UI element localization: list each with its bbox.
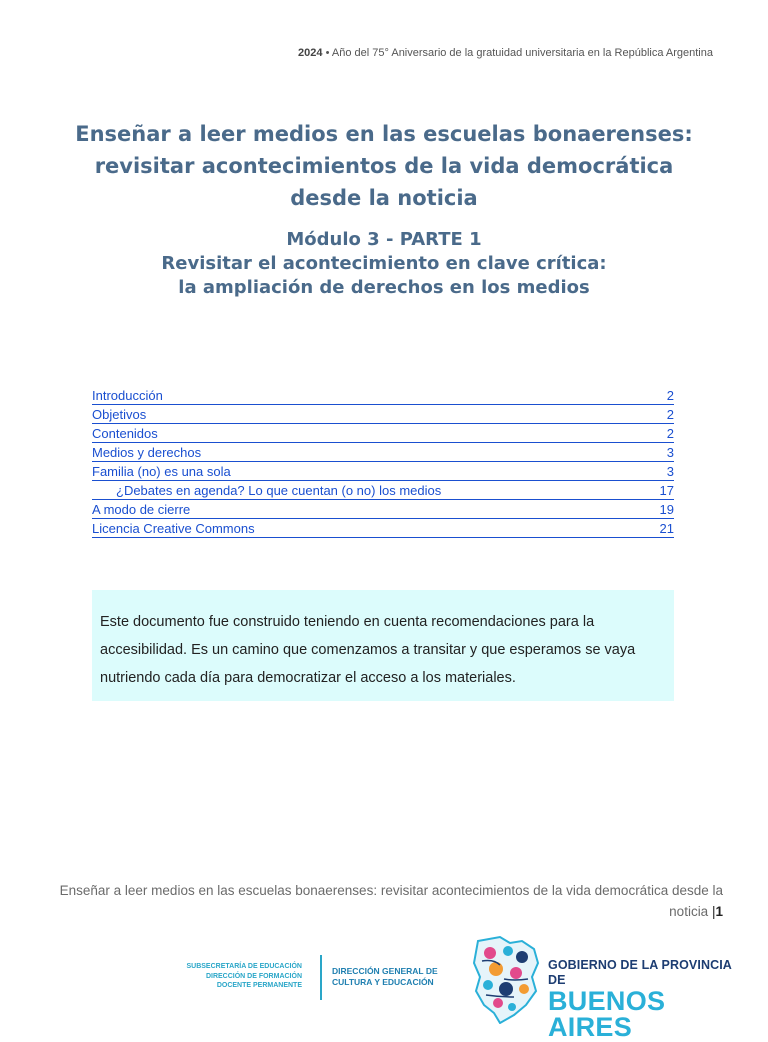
subtitle-line-3: la ampliación de derechos en los medios: [178, 277, 590, 298]
toc-item-page: 2: [666, 407, 674, 422]
toc-item-label: Medios y derechos: [92, 445, 202, 460]
toc-item-page: 2: [666, 388, 674, 403]
table-of-contents: [92, 386, 674, 538]
province-map-emblem-icon: [470, 935, 542, 1024]
page-number: 1: [715, 904, 723, 919]
document-title: [60, 118, 708, 214]
toc-item-label: Contenidos: [92, 426, 158, 441]
toc-item-label: Introducción: [92, 388, 163, 403]
footer-title-line-2: noticia: [669, 904, 709, 919]
subtitle-line-1: Módulo 3 - PARTE 1: [286, 229, 482, 250]
page-header: [40, 47, 713, 59]
toc-item-label: A modo de cierre: [92, 502, 191, 517]
toc-item-page: 19: [659, 502, 674, 517]
toc-item-label: Licencia Creative Commons: [92, 521, 255, 536]
toc-item-page: 2: [666, 426, 674, 441]
toc-item-licencia[interactable]: [92, 519, 674, 538]
page-footer: [40, 880, 723, 922]
gov-line-2: BUENOS AIRES: [548, 986, 666, 1042]
toc-item-debates-en-agenda[interactable]: [92, 481, 674, 500]
logo-left-line-2: DIRECCIÓN DE FORMACIÓN: [205, 972, 302, 980]
accessibility-note: [92, 590, 674, 701]
toc-item-familia[interactable]: [92, 462, 674, 481]
footer-title-line-1: Enseñar a leer medios en las escuelas bonaerenses: revisitar acontecimientos de la vida democrática desde la: [59, 883, 723, 898]
toc-item-objetivos[interactable]: [92, 405, 674, 424]
header-year: 2024: [298, 47, 323, 59]
toc-item-label: ¿Debates en agenda? Lo que cuentan (o no) los medios: [116, 483, 442, 498]
logo-mid-line-2: CULTURA Y EDUCACIÓN: [332, 977, 434, 987]
toc-item-label: Familia (no) es una sola: [92, 464, 231, 479]
subsecretaria-logo: [140, 962, 302, 991]
toc-item-page: 3: [666, 464, 674, 479]
direccion-general-logo: [332, 966, 462, 988]
subtitle-line-2: Revisitar el acontecimiento en clave crítica:: [161, 253, 607, 274]
logo-mid-line-1: DIRECCIÓN GENERAL DE: [332, 966, 438, 976]
toc-item-medios-y-derechos[interactable]: [92, 443, 674, 462]
gov-line-1: GOBIERNO DE LA PROVINCIA DE: [548, 958, 732, 987]
header-text: Año del 75° Aniversario de la gratuidad universitaria en la República Argentina: [331, 47, 713, 59]
logo-left-line-3: DOCENTE PERMANENTE: [216, 982, 302, 989]
toc-item-page: 3: [666, 445, 674, 460]
logo-divider: [320, 955, 322, 1000]
title-line-1: Enseñar a leer medios en las escuelas bonaerenses:: [75, 122, 693, 146]
gobierno-provincia-logo: [548, 958, 748, 1040]
toc-item-label: Objetivos: [92, 407, 147, 422]
header-bullet: •: [325, 47, 330, 59]
toc-item-a-modo-de-cierre[interactable]: [92, 500, 674, 519]
toc-item-introduccion[interactable]: [92, 386, 674, 405]
logo-left-line-1: SUBSECRETARÍA DE EDUCACIÓN: [186, 963, 302, 970]
toc-item-contenidos[interactable]: [92, 424, 674, 443]
title-line-3: desde la noticia: [290, 186, 478, 210]
footer-separator: |: [711, 904, 716, 919]
title-line-2: revisitar acontecimientos de la vida democrática: [94, 154, 674, 178]
toc-item-page: 21: [659, 521, 674, 536]
accessibility-note-text: Este documento fue construido teniendo en cuenta recomendaciones para la accesibilidad. Es un camino que comenzamos a transitar y que esperamos se vaya nutriendo cada día para democratizar el acceso a los materiales.: [100, 614, 636, 686]
module-subtitle: [60, 228, 708, 300]
toc-item-page: 17: [659, 483, 674, 498]
